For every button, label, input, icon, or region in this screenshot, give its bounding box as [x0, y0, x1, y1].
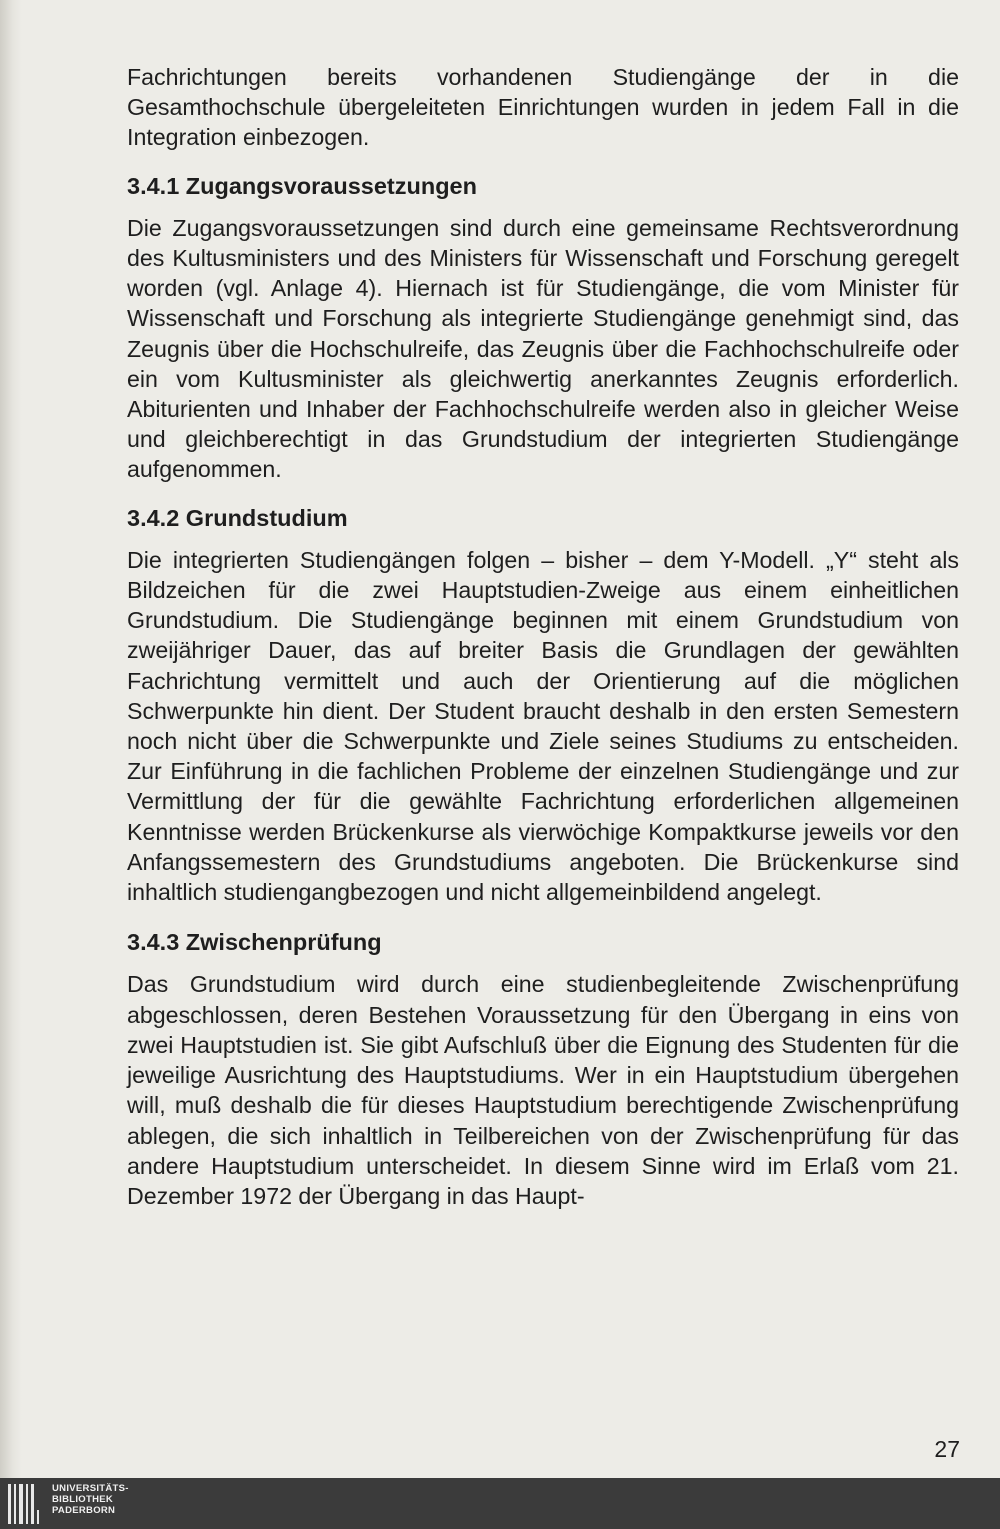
section-heading-zwischenpruefung: 3.4.3 Zwischenprüfung [127, 929, 382, 956]
library-footer-bar [0, 1478, 1000, 1529]
library-name-line-2: BIBLIOTHEK [52, 1494, 114, 1505]
body-text [127, 62, 959, 1211]
section-heading-grundstudium: 3.4.2 Grundstudium [127, 504, 348, 531]
intro-paragraph: Fachrichtungen bereits vorhandenen Studiengänge der in die Gesamthochschule übergeleiteten Einrichtungen wurden in jedem Fall in die Integration einbezogen. [127, 64, 959, 151]
page-number: 27 [934, 1436, 960, 1462]
library-name-line-1: UNIVERSITÄTS- [52, 1483, 129, 1494]
section-body-grundstudium: Die integrierten Studiengängen folgen – bisher – dem Y-Modell. „Y“ steht als Bildzeichen für die zwei Hauptstudien-Zweige aus einem einheitlichen Grundstudium. Die Studiengänge beginnen mit einem Grundstudium von zweijähriger Dauer, das auf breiter Basis die Grundlagen der gewählten Fachrichtung vermittelt und auch der Orientierung auf die möglichen Schwerpunkte hin dient. Der Student braucht deshalb in den ersten Semestern noch nicht über die Schwerpunkte und Ziele seines Studiums zu entscheiden. Zur Einführung in die fachlichen Probleme der einzelnen Studiengänge und zur Vermittlung der für die gewählte Fachrichtung erforderlichen allgemeinen Kenntnisse werden Brückenkurse als vierwöchige Kompaktkurse jeweils vor den Anfangssemestern des Grundstudiums angeboten. Die Brückenkurse sind inhaltlich studiengangbezogen und nicht allgemeinbildend angelegt. [127, 546, 959, 906]
page-binding-shadow [0, 0, 22, 1478]
section-body-zwischenpruefung: Das Grundstudium wird durch eine studienbegleitende Zwischenprüfung abgeschlossen, deren Bestehen Voraussetzung für den Übergang in eins von zwei Hauptstudien ist. Sie gibt Aufschluß über die Eignung des Studenten für die jeweilige Ausrichtung des Hauptstudiums. Wer in ein Hauptstudium übergehen will, muß deshalb die für dieses Hauptstudium berechtigende Zwischenprüfung ablegen, die sich inhaltlich in Teilbereichen von der Zwischenprüfung für das andere Hauptstudium unterscheidet. In diesem Sinne wird im Erlaß vom 21. Dezember 1972 der Übergang in das Haupt- [127, 971, 959, 1209]
library-barcode-logo-icon [8, 1484, 44, 1524]
library-name [52, 1483, 129, 1516]
section-body-zugangsvoraussetzungen: Die Zugangsvoraussetzungen sind durch eine gemeinsame Rechtsverordnung des Kultusministers und des Ministers für Wissenschaft und Forschung geregelt worden (vgl. Anlage 4). Hiernach ist für Studiengänge, die vom Minister für Wissenschaft und Forschung als integrierte Studiengänge genehmigt sind, das Zeugnis über die Hochschulreife, das Zeugnis über die Fachhochschulreife oder ein vom Kultusminister als gleichwertig anerkanntes Zeugnis erforderlich. Abiturienten und Inhaber der Fachhochschulreife werden also in gleicher Weise und gleichberechtigt in das Grundstudium der integrierten Studiengänge aufgenommen. [127, 214, 959, 483]
section-heading-zugangsvoraussetzungen: 3.4.1 Zugangsvoraussetzungen [127, 172, 477, 199]
library-name-line-3: PADERBORN [52, 1505, 116, 1516]
